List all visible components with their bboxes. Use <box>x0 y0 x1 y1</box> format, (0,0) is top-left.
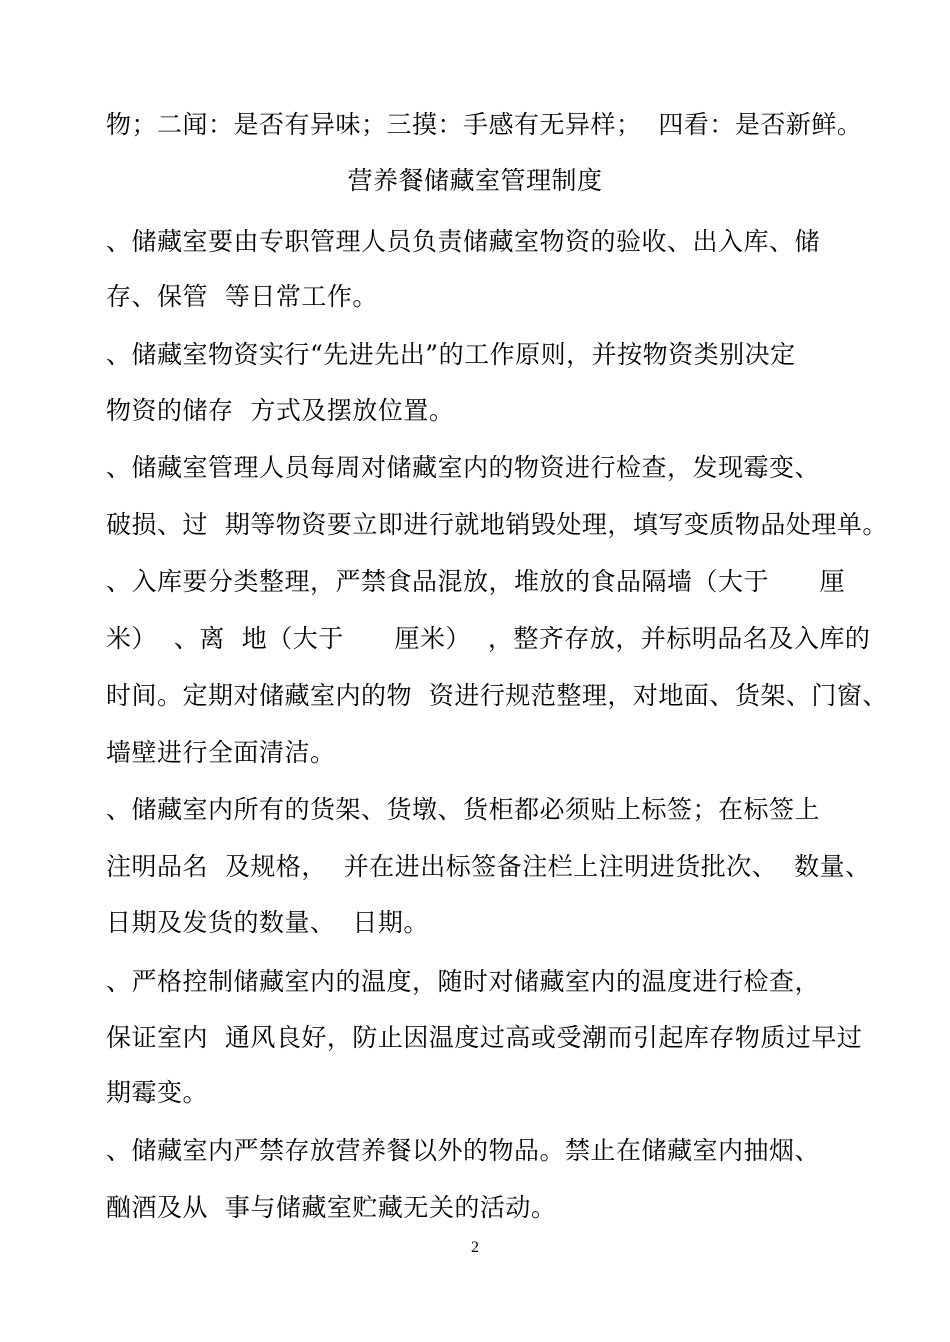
page-number: 2 <box>471 1239 479 1256</box>
paragraph-line: 、储藏室内所有的货架、货墩、货柜都必须贴上标签；在标签上 <box>106 795 821 824</box>
paragraph-line: 、入库要分类整理，严禁食品混放，堆放的食品隔墙（大于 厘 <box>106 567 846 596</box>
paragraph-line: 破损、过 期等物资要立即进行就地销毁处理，填写变质物品处理单。 <box>106 510 888 539</box>
paragraph-line: 物资的储存 方式及摆放位置。 <box>106 396 455 425</box>
carryover-line: 物；二闻：是否有异味；三摸：手感有无异样； 四看：是否新鲜。 <box>106 110 863 139</box>
paragraph-line: 、储藏室要由专职管理人员负责储藏室物资的验收、出入库、储 <box>106 227 821 256</box>
paragraph-line: 保证室内 通风良好，防止因温度过高或受潮而引起库存物质过早过 <box>106 1023 863 1052</box>
paragraph-line: 注明品名 及规格， 并在进出标签备注栏上注明进货批次、 数量、 <box>106 852 871 881</box>
paragraph-line: 米） 、离 地（大于 厘米） ，整齐存放，并标明品名及入库的 <box>106 624 871 653</box>
paragraph-line: 墙壁进行全面清洁。 <box>106 738 336 767</box>
paragraph-line: 期霉变。 <box>106 1078 209 1107</box>
paragraph-line: 日期及发货的数量、 日期。 <box>106 908 429 937</box>
paragraph-line: 、储藏室管理人员每周对储藏室内的物资进行检查，发现霉变、 <box>106 453 821 482</box>
paragraph-line: 时间。定期对储藏室内的物 资进行规范整理，对地面、货架、门窗、 <box>106 681 888 710</box>
paragraph-line: 、储藏室物资实行“先进先出”的工作原则，并按物资类别决定 <box>106 340 796 369</box>
paragraph-line: 、储藏室内严禁存放营养餐以外的物品。禁止在储藏室内抽烟、 <box>106 1136 821 1165</box>
document-title: 营养餐储藏室管理制度 <box>347 166 603 195</box>
paragraph-line: 存、保管 等日常工作。 <box>106 282 378 311</box>
paragraph-line: 酗酒及从 事与储藏室贮藏无关的活动。 <box>106 1193 557 1222</box>
paragraph-line: 、严格控制储藏室内的温度，随时对储藏室内的温度进行检查， <box>106 967 821 996</box>
